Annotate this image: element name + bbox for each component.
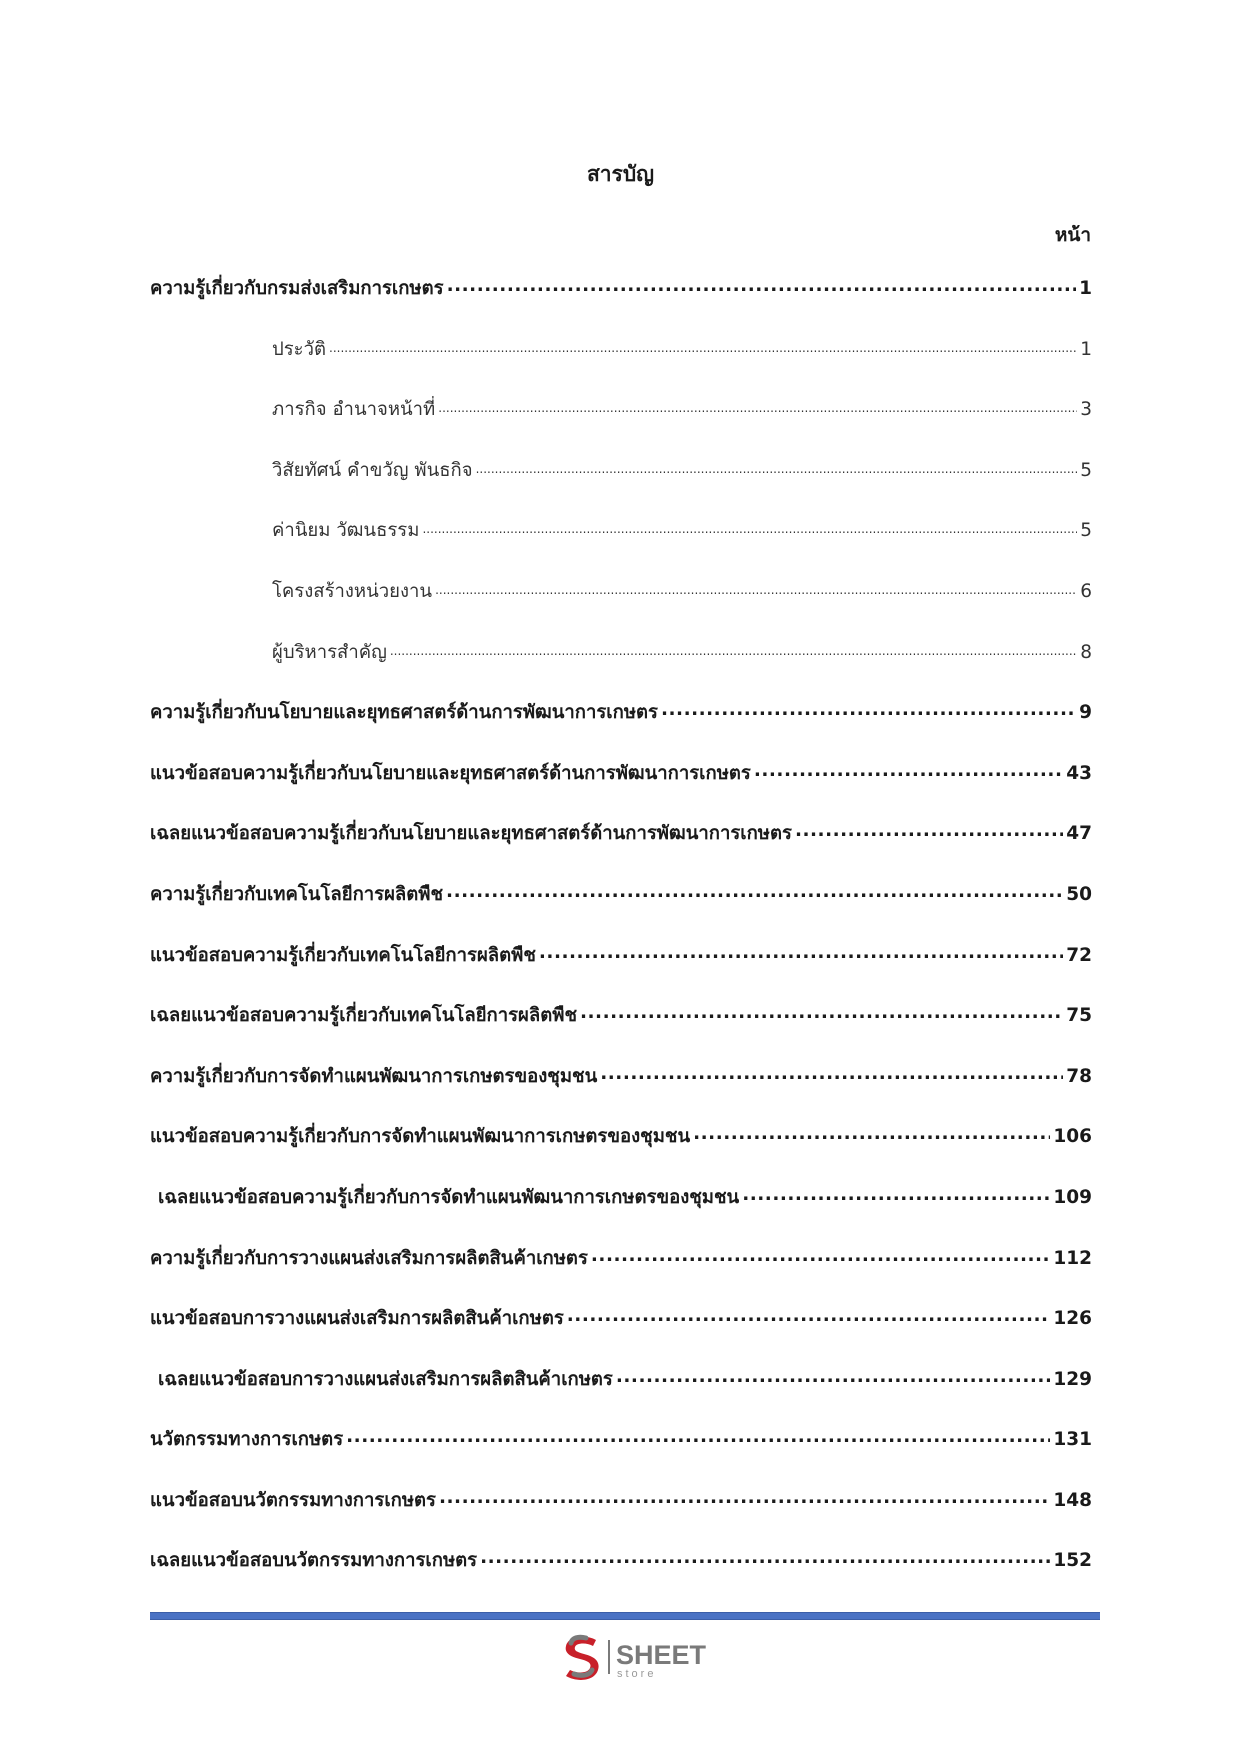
toc-dot-leader <box>439 1487 1050 1508</box>
toc-entry <box>150 1304 1092 1365</box>
toc-entry <box>150 1486 1092 1547</box>
toc-entry <box>150 1122 1092 1183</box>
toc-dot-leader <box>476 457 1078 478</box>
toc-entry-page: 148 <box>1053 1489 1092 1511</box>
toc-entry-page: 6 <box>1080 580 1092 602</box>
sheet-store-logo-icon <box>558 1628 738 1684</box>
toc-entry-page: 43 <box>1066 762 1092 784</box>
toc-dot-leader <box>438 396 1077 417</box>
toc-entry-label: แนวข้อสอบนวัตกรรมทางการเกษตร <box>150 1489 436 1511</box>
toc-entry-label: ความรู้เกี่ยวกับนโยบายและยุทธศาสตร์ด้านการพัฒนาการเกษตร <box>150 702 658 724</box>
toc-entry-label: แนวข้อสอบความรู้เกี่ยวกับนโยบายและยุทธศาสตร์ด้านการพัฒนาการเกษตร <box>150 762 751 784</box>
toc-dot-leader <box>600 1063 1063 1084</box>
toc-entry-page: 5 <box>1080 459 1092 481</box>
toc-dot-leader <box>742 1184 1050 1205</box>
table-of-contents <box>150 274 1092 1607</box>
toc-entry-page: 78 <box>1066 1065 1092 1087</box>
toc-dot-leader <box>329 336 1077 357</box>
toc-entry-page: 1 <box>1080 338 1092 360</box>
toc-entry-label: ค่านิยม วัฒนธรรม <box>272 520 420 542</box>
toc-entry-page: 126 <box>1053 1308 1092 1330</box>
toc-entry <box>150 819 1092 880</box>
toc-entry-label: เฉลยแนวข้อสอบความรู้เกี่ยวกับการจัดทำแผนพัฒนาการเกษตรของชุมชน <box>158 1186 740 1208</box>
toc-dot-leader <box>447 275 1077 296</box>
toc-entry-page: 1 <box>1079 278 1092 299</box>
toc-entry-label: ความรู้เกี่ยวกับการวางแผนส่งเสริมการผลิตสินค้าเกษตร <box>150 1247 588 1269</box>
toc-entry-label: ความรู้เกี่ยวกับกรมส่งเสริมการเกษตร <box>150 278 444 299</box>
toc-dot-leader <box>390 639 1077 660</box>
toc-entry-page: 50 <box>1066 883 1092 905</box>
toc-subentry <box>150 638 1092 699</box>
toc-entry-label: ความรู้เกี่ยวกับการจัดทำแผนพัฒนาการเกษตรของชุมชน <box>150 1065 598 1087</box>
toc-entry-page: 5 <box>1080 520 1092 542</box>
toc-subentry <box>150 577 1092 638</box>
toc-entry-page: 47 <box>1066 823 1092 845</box>
toc-entry-label: แนวข้อสอบการวางแผนส่งเสริมการผลิตสินค้าเกษตร <box>150 1308 564 1330</box>
toc-entry-page: 75 <box>1066 1005 1092 1027</box>
logo-text: SHEET <box>616 1640 707 1670</box>
toc-dot-leader <box>422 517 1077 538</box>
toc-entry <box>150 880 1092 941</box>
toc-entry-page: 8 <box>1080 641 1092 663</box>
toc-subentry <box>150 335 1092 396</box>
toc-entry <box>150 274 1092 335</box>
toc-subentry <box>150 516 1092 577</box>
toc-dot-leader <box>580 1002 1063 1023</box>
toc-entry-label: เฉลยแนวข้อสอบความรู้เกี่ยวกับนโยบายและยุทธศาสตร์ด้านการพัฒนาการเกษตร <box>150 823 792 845</box>
toc-entry-label: แนวข้อสอบความรู้เกี่ยวกับเทคโนโลยีการผลิตพืช <box>150 944 536 966</box>
toc-dot-leader <box>435 578 1077 599</box>
toc-dot-leader <box>693 1123 1050 1144</box>
toc-dot-leader <box>754 760 1063 781</box>
toc-dot-leader <box>616 1366 1051 1387</box>
toc-entry <box>150 1183 1092 1244</box>
toc-entry-page: 152 <box>1053 1550 1092 1572</box>
toc-entry <box>150 1546 1092 1607</box>
toc-dot-leader <box>480 1547 1050 1568</box>
toc-entry-page: 3 <box>1080 399 1092 421</box>
toc-entry-label: ภารกิจ อำนาจหน้าที่ <box>272 399 436 421</box>
toc-entry <box>150 1365 1092 1426</box>
toc-entry-label: เฉลยแนวข้อสอบความรู้เกี่ยวกับเทคโนโลยีการผลิตพืช <box>150 1005 577 1027</box>
toc-dot-leader <box>567 1305 1051 1326</box>
toc-entry <box>150 1425 1092 1486</box>
logo-subtext: store <box>617 1668 657 1680</box>
toc-entry-page: 72 <box>1066 944 1092 966</box>
toc-entry <box>150 1062 1092 1123</box>
toc-dot-leader <box>591 1245 1050 1266</box>
toc-entry-label: วิสัยทัศน์ คำขวัญ พันธกิจ <box>272 459 473 481</box>
toc-entry-label: ความรู้เกี่ยวกับเทคโนโลยีการผลิตพืช <box>150 883 444 905</box>
toc-entry-label: แนวข้อสอบความรู้เกี่ยวกับการจัดทำแผนพัฒนาการเกษตรของชุมชน <box>150 1126 691 1148</box>
toc-subentry <box>150 456 1092 517</box>
toc-entry-label: นวัตกรรมทางการเกษตร <box>150 1429 344 1451</box>
toc-entry <box>150 759 1092 820</box>
toc-entry <box>150 1001 1092 1062</box>
toc-entry-label: เฉลยแนวข้อสอบนวัตกรรมทางการเกษตร <box>150 1550 478 1572</box>
page-number-column-header: หน้า <box>1054 224 1091 246</box>
toc-entry-page: 106 <box>1053 1126 1092 1148</box>
toc-entry-page: 112 <box>1053 1247 1092 1269</box>
toc-entry-label: โครงสร้างหน่วยงาน <box>272 580 433 602</box>
toc-dot-leader <box>795 820 1063 841</box>
toc-dot-leader <box>539 942 1063 963</box>
toc-subentry <box>150 395 1092 456</box>
toc-entry-page: 9 <box>1079 702 1092 724</box>
footer-rule <box>150 1612 1100 1620</box>
toc-entry-page: 109 <box>1053 1186 1092 1208</box>
toc-dot-leader <box>346 1426 1050 1447</box>
toc-entry <box>150 941 1092 1002</box>
page-title: สารบัญ <box>586 162 655 186</box>
toc-entry-label: ประวัติ <box>272 338 327 360</box>
toc-entry <box>150 698 1092 759</box>
toc-dot-leader <box>661 699 1076 720</box>
toc-entry <box>150 1244 1092 1305</box>
toc-entry-page: 131 <box>1053 1429 1092 1451</box>
toc-dot-leader <box>446 881 1063 902</box>
toc-entry-page: 129 <box>1053 1368 1092 1390</box>
toc-entry-label: เฉลยแนวข้อสอบการวางแผนส่งเสริมการผลิตสินค้าเกษตร <box>158 1368 613 1390</box>
footer-logo <box>558 1628 738 1684</box>
toc-entry-label: ผู้บริหารสำคัญ <box>272 641 387 663</box>
